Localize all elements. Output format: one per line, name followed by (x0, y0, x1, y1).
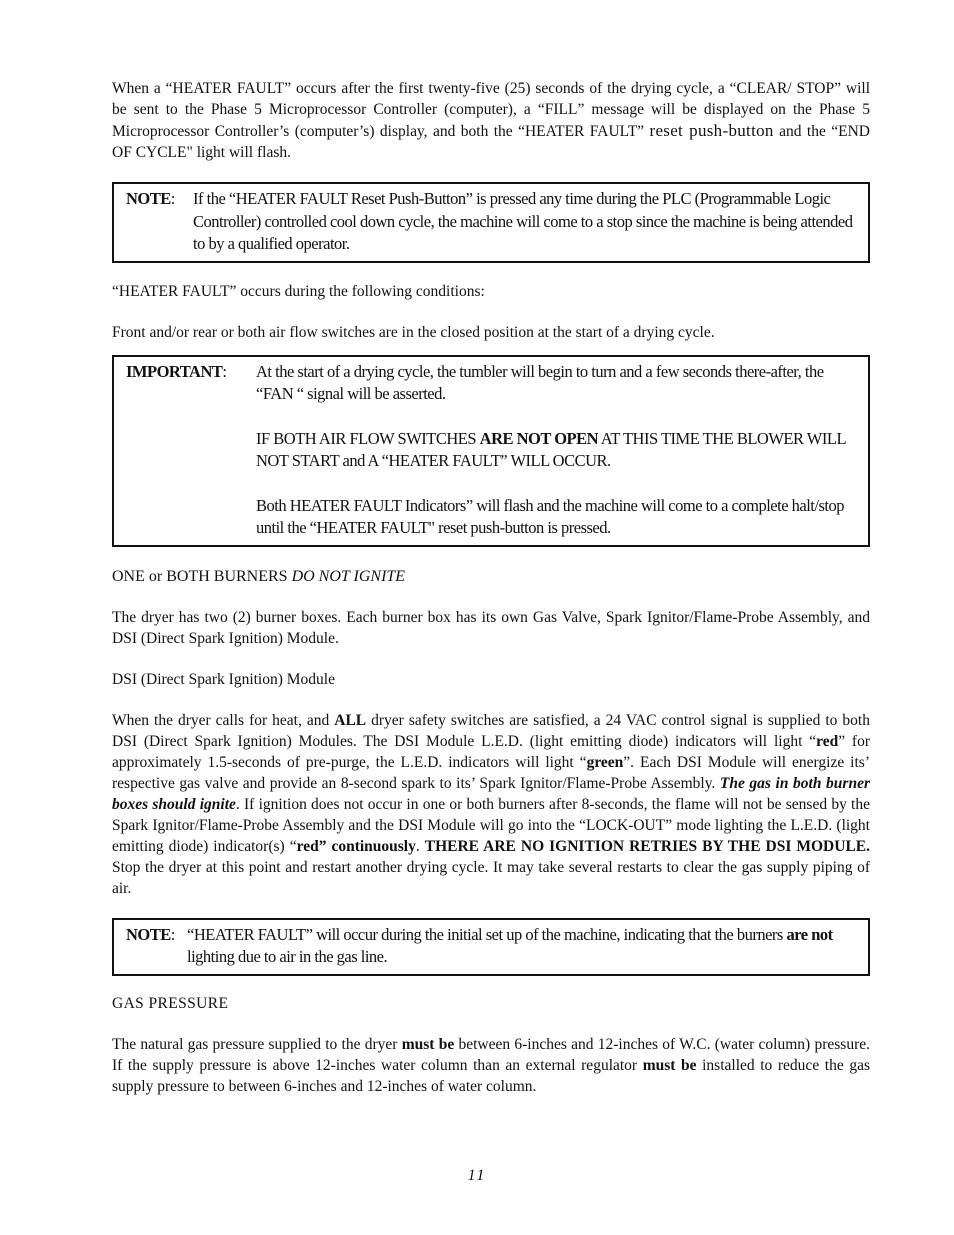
burners-paragraph: The dryer has two (2) burner boxes. Each burner box has its own Gas Valve, Spark Ignitor/Flame-Probe Assembly, and DSI (Direct Spark Ignition) Module. (112, 608, 870, 647)
condition-air-flow: Front and/or rear or both air flow switches are in the closed position at the start of a drying cycle. (112, 323, 715, 341)
important-text-2: IF BOTH AIR FLOW SWITCHES ARE NOT OPEN AT THIS TIME THE BLOWER WILL NOT START and A “HEATER FAULT” WILL OCCUR. (256, 428, 846, 470)
document-page (112, 78, 870, 1097)
important-text-3: Both HEATER FAULT Indicators” will flash and the machine will come to a complete halt/stop until the “HEATER FAULT" reset push-button is pressed. (256, 495, 844, 537)
note-text: “HEATER FAULT” will occur during the initial set up of the machine, indicating that the burners are not lighting due to air in the gas line. (187, 924, 833, 966)
note-text: If the “HEATER FAULT Reset Push-Button” is pressed any time during the PLC (Programmable Logic Controller) controlled cool down cycle, the machine will come to a stop since the machine is being attended to by a qualified operator. (193, 189, 853, 253)
important-label: IMPORTANT (126, 361, 223, 381)
important-box: IMPORTANT: At the start of a drying cycle, the tumbler will begin to turn and a few seconds there-after, the “FAN “ signal will be asserted. IF BOTH AIR FLOW SWITCHES ARE NOT OPEN AT THIS TIME THE BLOWER WILL NOT START and A “HEATER FAULT” WILL OCCUR. Both HEATER FAULT Indicators” will flash and the machine will come to a complete halt/stop until the “HEATER FAULT" reset push-button is pressed. (112, 355, 870, 547)
dsi-heading: DSI (Direct Spark Ignition) Module (112, 670, 335, 688)
note-label: NOTE (126, 189, 171, 208)
note-box-gas-line: NOTE: “HEATER FAULT” will occur during the initial set up of the machine, indicating that the burners are not lighting due to air in the gas line. (112, 918, 870, 976)
important-text-1: At the start of a drying cycle, the tumbler will begin to turn and a few seconds there-after, the “FAN “ signal will be asserted. (256, 361, 824, 403)
gas-pressure-heading: GAS PRESSURE (112, 994, 229, 1012)
burners-heading: ONE or BOTH BURNERS DO NOT IGNITE (112, 567, 406, 585)
dsi-paragraph: When the dryer calls for heat, and ALL dryer safety switches are satisfied, a 24 VAC control signal is supplied to both DSI (Direct Spark Ignition) Modules. The DSI Module L.E.D. (light emitting diode) indicators will light “red” for approximately 1.5-seconds of pre-purge, the L.E.D. indicators will light “green”. Each DSI Module will energize its’ respective gas valve and provide an 8-second spark to its’ Spark Ignitor/Flame-Probe Assembly. The gas in both burner boxes should ignite. If ignition does not occur in one or both burners after 8-seconds, the flame will not be sensed by the Spark Ignitor/Flame-Probe Assembly and the DSI Module will go into the “LOCK-OUT” mode lighting the L.E.D. (light emitting diode) indicator(s) “red” continuously. THERE ARE NO IGNITION RETRIES BY THE DSI MODULE. Stop the dryer at this point and restart another drying cycle. It may take several restarts to clear the gas supply piping of air. (112, 711, 870, 897)
conditions-heading: “HEATER FAULT” occurs during the following conditions: (112, 282, 485, 300)
gas-pressure-paragraph: The natural gas pressure supplied to the dryer must be between 6-inches and 12-inches of W.C. (water column) pressure. If the supply pressure is above 12-inches water column than an external regulator must be installed to reduce the gas supply pressure to between 6-inches and 12-inches of water column. (112, 1035, 870, 1095)
intro-paragraph: When a “HEATER FAULT” occurs after the first twenty-five (25) seconds of the drying cycle, a “CLEAR/ STOP” will be sent to the Phase 5 Microprocessor Controller (computer), a “FILL” message will be displayed on the Phase 5 Microprocessor Controller’s (computer’s) display, and both the “HEATER FAULT” reset push-button and the “END OF CYCLE" light will flash. (112, 80, 871, 161)
note-box-reset: NOTE: If the “HEATER FAULT Reset Push-Button” is pressed any time during the PLC (Programmable Logic Controller) controlled cool down cycle, the machine will come to a stop since the machine is being attended to by a qualified operator. (112, 182, 870, 263)
page-number: 11 (467, 1167, 487, 1184)
note-label: NOTE (126, 924, 171, 944)
